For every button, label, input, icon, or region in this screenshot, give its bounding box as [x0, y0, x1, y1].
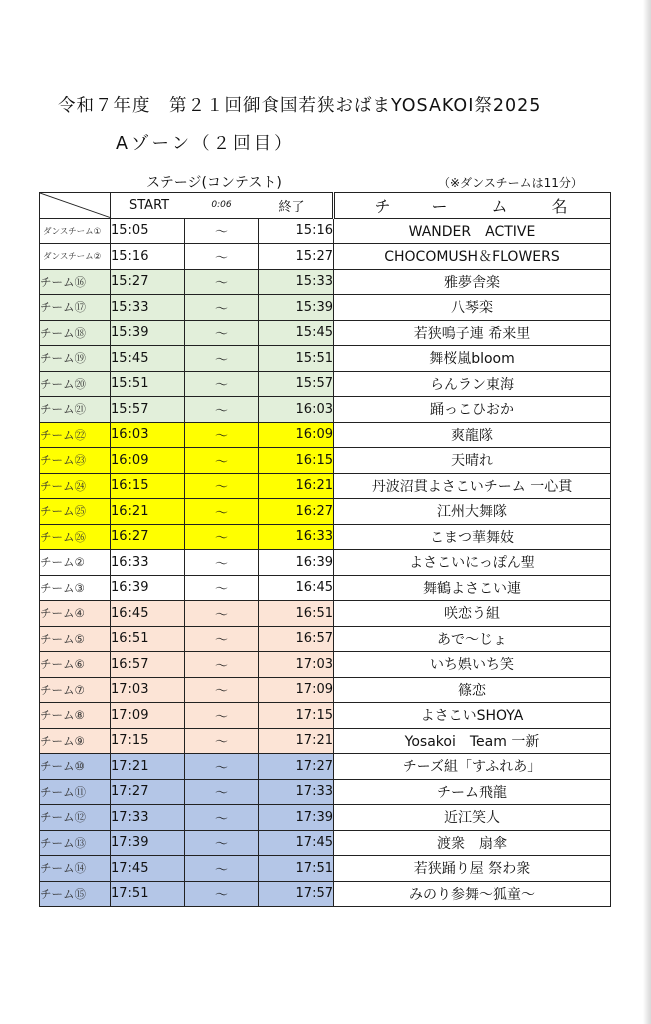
- start-time: 17:03: [111, 677, 185, 703]
- schedule-row: [40, 677, 611, 703]
- end-time: 15:57: [259, 371, 334, 397]
- page-edge-shadow: [643, 0, 651, 1024]
- start-time: 16:51: [111, 626, 185, 652]
- team-number-label: チーム⑫: [40, 805, 111, 831]
- schedule-row: [40, 346, 611, 372]
- team-number-label: チーム⑳: [40, 371, 111, 397]
- team-number-label: チーム⑥: [40, 652, 111, 678]
- end-time: 16:39: [259, 550, 334, 576]
- time-separator: ～: [185, 550, 259, 576]
- schedule-row: [40, 499, 611, 525]
- time-separator: ～: [185, 805, 259, 831]
- time-separator: ～: [185, 422, 259, 448]
- start-time: 17:09: [111, 703, 185, 729]
- team-name: 八琴栾: [334, 295, 611, 321]
- team-number-label: チーム㉓: [40, 448, 111, 474]
- team-name: 近江笑人: [334, 805, 611, 831]
- start-time: 17:27: [111, 779, 185, 805]
- schedule-row: [40, 269, 611, 295]
- start-time: 17:51: [111, 881, 185, 907]
- team-name: 天晴れ: [334, 448, 611, 474]
- team-number-label: チーム⑱: [40, 320, 111, 346]
- team-name: 舞桜嵐bloom: [334, 346, 611, 372]
- team-name: チーズ組「すふれあ」: [334, 754, 611, 780]
- end-header: 終了: [259, 193, 334, 219]
- time-separator: ～: [185, 601, 259, 627]
- end-time: 17:21: [259, 728, 334, 754]
- team-name: らんラン東海: [334, 371, 611, 397]
- team-name: こまつ華舞妓: [334, 524, 611, 550]
- end-time: 16:45: [259, 575, 334, 601]
- end-time: 16:21: [259, 473, 334, 499]
- time-separator: ～: [185, 754, 259, 780]
- team-number-label: ダンスチーム②: [40, 244, 111, 270]
- start-time: 17:39: [111, 830, 185, 856]
- team-number-label: チーム④: [40, 601, 111, 627]
- start-time: 16:03: [111, 422, 185, 448]
- schedule-row: [40, 448, 611, 474]
- team-number-label: チーム⑦: [40, 677, 111, 703]
- header-row: [40, 193, 611, 219]
- time-separator: ～: [185, 677, 259, 703]
- end-time: 16:57: [259, 626, 334, 652]
- team-name: いち娯いち笑: [334, 652, 611, 678]
- team-number-label: チーム⑩: [40, 754, 111, 780]
- team-number-label: チーム㉖: [40, 524, 111, 550]
- stage-label: ステージ(コンテスト): [146, 175, 282, 191]
- schedule-row: [40, 626, 611, 652]
- time-separator: ～: [185, 244, 259, 270]
- team-number-label: チーム㉕: [40, 499, 111, 525]
- schedule-table: [39, 192, 611, 907]
- end-time: 16:27: [259, 499, 334, 525]
- team-number-label: チーム⑭: [40, 856, 111, 882]
- start-time: 15:39: [111, 320, 185, 346]
- team-name: よさこいSHOYA: [334, 703, 611, 729]
- team-header-char: 名: [551, 196, 568, 216]
- time-separator: ～: [185, 269, 259, 295]
- schedule-row: [40, 728, 611, 754]
- team-name: チーム飛龍: [334, 779, 611, 805]
- team-name: みのり参舞～狐童～: [334, 881, 611, 907]
- team-number-label: チーム⑤: [40, 626, 111, 652]
- team-number-label: チーム②: [40, 550, 111, 576]
- end-time: 17:33: [259, 779, 334, 805]
- schedule-row: [40, 805, 611, 831]
- end-time: 16:15: [259, 448, 334, 474]
- start-header: START: [111, 193, 185, 219]
- start-time: 15:05: [111, 218, 185, 244]
- time-separator: ～: [185, 320, 259, 346]
- schedule-row: [40, 601, 611, 627]
- start-time: 17:21: [111, 754, 185, 780]
- schedule-row: [40, 779, 611, 805]
- end-time: 17:27: [259, 754, 334, 780]
- team-header-char: ム: [491, 196, 508, 216]
- team-name: WANDER ACTIVE: [334, 218, 611, 244]
- team-name: Yosakoi Team 一新: [334, 728, 611, 754]
- start-time: 17:15: [111, 728, 185, 754]
- time-separator: ～: [185, 397, 259, 423]
- time-separator: ～: [185, 779, 259, 805]
- schedule-row: [40, 320, 611, 346]
- time-separator: ～: [185, 830, 259, 856]
- start-time: 16:39: [111, 575, 185, 601]
- start-time: 16:15: [111, 473, 185, 499]
- team-number-label: チーム③: [40, 575, 111, 601]
- team-number-label: チーム㉔: [40, 473, 111, 499]
- team-header-char: ー: [431, 196, 448, 216]
- end-time: 16:09: [259, 422, 334, 448]
- team-name: 若狭踊り屋 祭わ衆: [334, 856, 611, 882]
- team-number-label: チーム㉒: [40, 422, 111, 448]
- zone-subtitle: Aゾーン（２回目）: [116, 134, 295, 154]
- end-time: 15:51: [259, 346, 334, 372]
- schedule-row: [40, 524, 611, 550]
- time-separator: ～: [185, 728, 259, 754]
- time-separator: ～: [185, 881, 259, 907]
- start-time: 15:51: [111, 371, 185, 397]
- start-time: 16:45: [111, 601, 185, 627]
- schedule-row: [40, 652, 611, 678]
- end-time: 16:03: [259, 397, 334, 423]
- diagonal-corner-cell: [40, 193, 111, 219]
- team-number-label: ダンスチーム①: [40, 218, 111, 244]
- team-name: あで～じょ: [334, 626, 611, 652]
- end-time: 17:57: [259, 881, 334, 907]
- team-number-label: チーム㉑: [40, 397, 111, 423]
- team-name: CHOCOMUSH＆FLOWERS: [334, 244, 611, 270]
- schedule-row: [40, 830, 611, 856]
- time-separator: ～: [185, 448, 259, 474]
- time-separator: ～: [185, 575, 259, 601]
- schedule-row: [40, 218, 611, 244]
- start-time: 15:16: [111, 244, 185, 270]
- end-time: 17:15: [259, 703, 334, 729]
- schedule-row: [40, 856, 611, 882]
- schedule-row: [40, 397, 611, 423]
- start-time: 17:45: [111, 856, 185, 882]
- time-separator: ～: [185, 473, 259, 499]
- schedule-row: [40, 422, 611, 448]
- end-time: 15:16: [259, 218, 334, 244]
- end-time: 15:39: [259, 295, 334, 321]
- dance-team-note: （※ダンスチームは11分）: [438, 176, 583, 190]
- start-time: 15:33: [111, 295, 185, 321]
- team-name: 舞鶴よさこい連: [334, 575, 611, 601]
- interval-header: 0:06: [185, 193, 259, 219]
- start-time: 15:45: [111, 346, 185, 372]
- schedule-row: [40, 881, 611, 907]
- time-separator: ～: [185, 499, 259, 525]
- start-time: 16:27: [111, 524, 185, 550]
- end-time: 17:03: [259, 652, 334, 678]
- start-time: 16:57: [111, 652, 185, 678]
- team-number-label: チーム⑰: [40, 295, 111, 321]
- team-number-label: チーム⑲: [40, 346, 111, 372]
- start-time: 16:33: [111, 550, 185, 576]
- end-time: 17:45: [259, 830, 334, 856]
- team-number-label: チーム⑨: [40, 728, 111, 754]
- team-number-label: チーム⑪: [40, 779, 111, 805]
- team-name: よさこいにっぽん聖: [334, 550, 611, 576]
- start-time: 15:27: [111, 269, 185, 295]
- end-time: 15:27: [259, 244, 334, 270]
- end-time: 16:33: [259, 524, 334, 550]
- end-time: 16:51: [259, 601, 334, 627]
- team-number-label: チーム⑬: [40, 830, 111, 856]
- time-separator: ～: [185, 218, 259, 244]
- schedule-row: [40, 550, 611, 576]
- schedule-row: [40, 473, 611, 499]
- team-name: 踊っこひおか: [334, 397, 611, 423]
- time-separator: ～: [185, 652, 259, 678]
- schedule-row: [40, 371, 611, 397]
- team-header-char: チ: [374, 196, 391, 216]
- schedule-row: [40, 703, 611, 729]
- schedule-row: [40, 754, 611, 780]
- team-number-label: チーム⑯: [40, 269, 111, 295]
- team-name: 咲恋う組: [334, 601, 611, 627]
- end-time: 17:51: [259, 856, 334, 882]
- time-separator: ～: [185, 856, 259, 882]
- team-name: 爽龍隊: [334, 422, 611, 448]
- team-name: 若狭鳴子連 希来里: [334, 320, 611, 346]
- team-name: 篠恋: [334, 677, 611, 703]
- team-number-label: チーム⑧: [40, 703, 111, 729]
- start-time: 16:21: [111, 499, 185, 525]
- time-separator: ～: [185, 626, 259, 652]
- schedule-row: [40, 295, 611, 321]
- time-separator: ～: [185, 371, 259, 397]
- time-separator: ～: [185, 346, 259, 372]
- start-time: 17:33: [111, 805, 185, 831]
- team-name: 江州大舞隊: [334, 499, 611, 525]
- team-name-header: [334, 193, 611, 219]
- start-time: 15:57: [111, 397, 185, 423]
- start-time: 16:09: [111, 448, 185, 474]
- team-name: 雅夢舎楽: [334, 269, 611, 295]
- end-time: 15:33: [259, 269, 334, 295]
- time-separator: ～: [185, 524, 259, 550]
- end-time: 17:39: [259, 805, 334, 831]
- team-name: 渡衆 扇傘: [334, 830, 611, 856]
- end-time: 17:09: [259, 677, 334, 703]
- end-time: 15:45: [259, 320, 334, 346]
- team-name: 丹波沼貫よさこいチーム 一心貫: [334, 473, 611, 499]
- document-title: 令和７年度 第２１回御食国若狭おばまYOSAKOI祭2025: [58, 96, 542, 116]
- schedule-row: [40, 244, 611, 270]
- time-separator: ～: [185, 703, 259, 729]
- time-separator: ～: [185, 295, 259, 321]
- schedule-row: [40, 575, 611, 601]
- team-number-label: チーム⑮: [40, 881, 111, 907]
